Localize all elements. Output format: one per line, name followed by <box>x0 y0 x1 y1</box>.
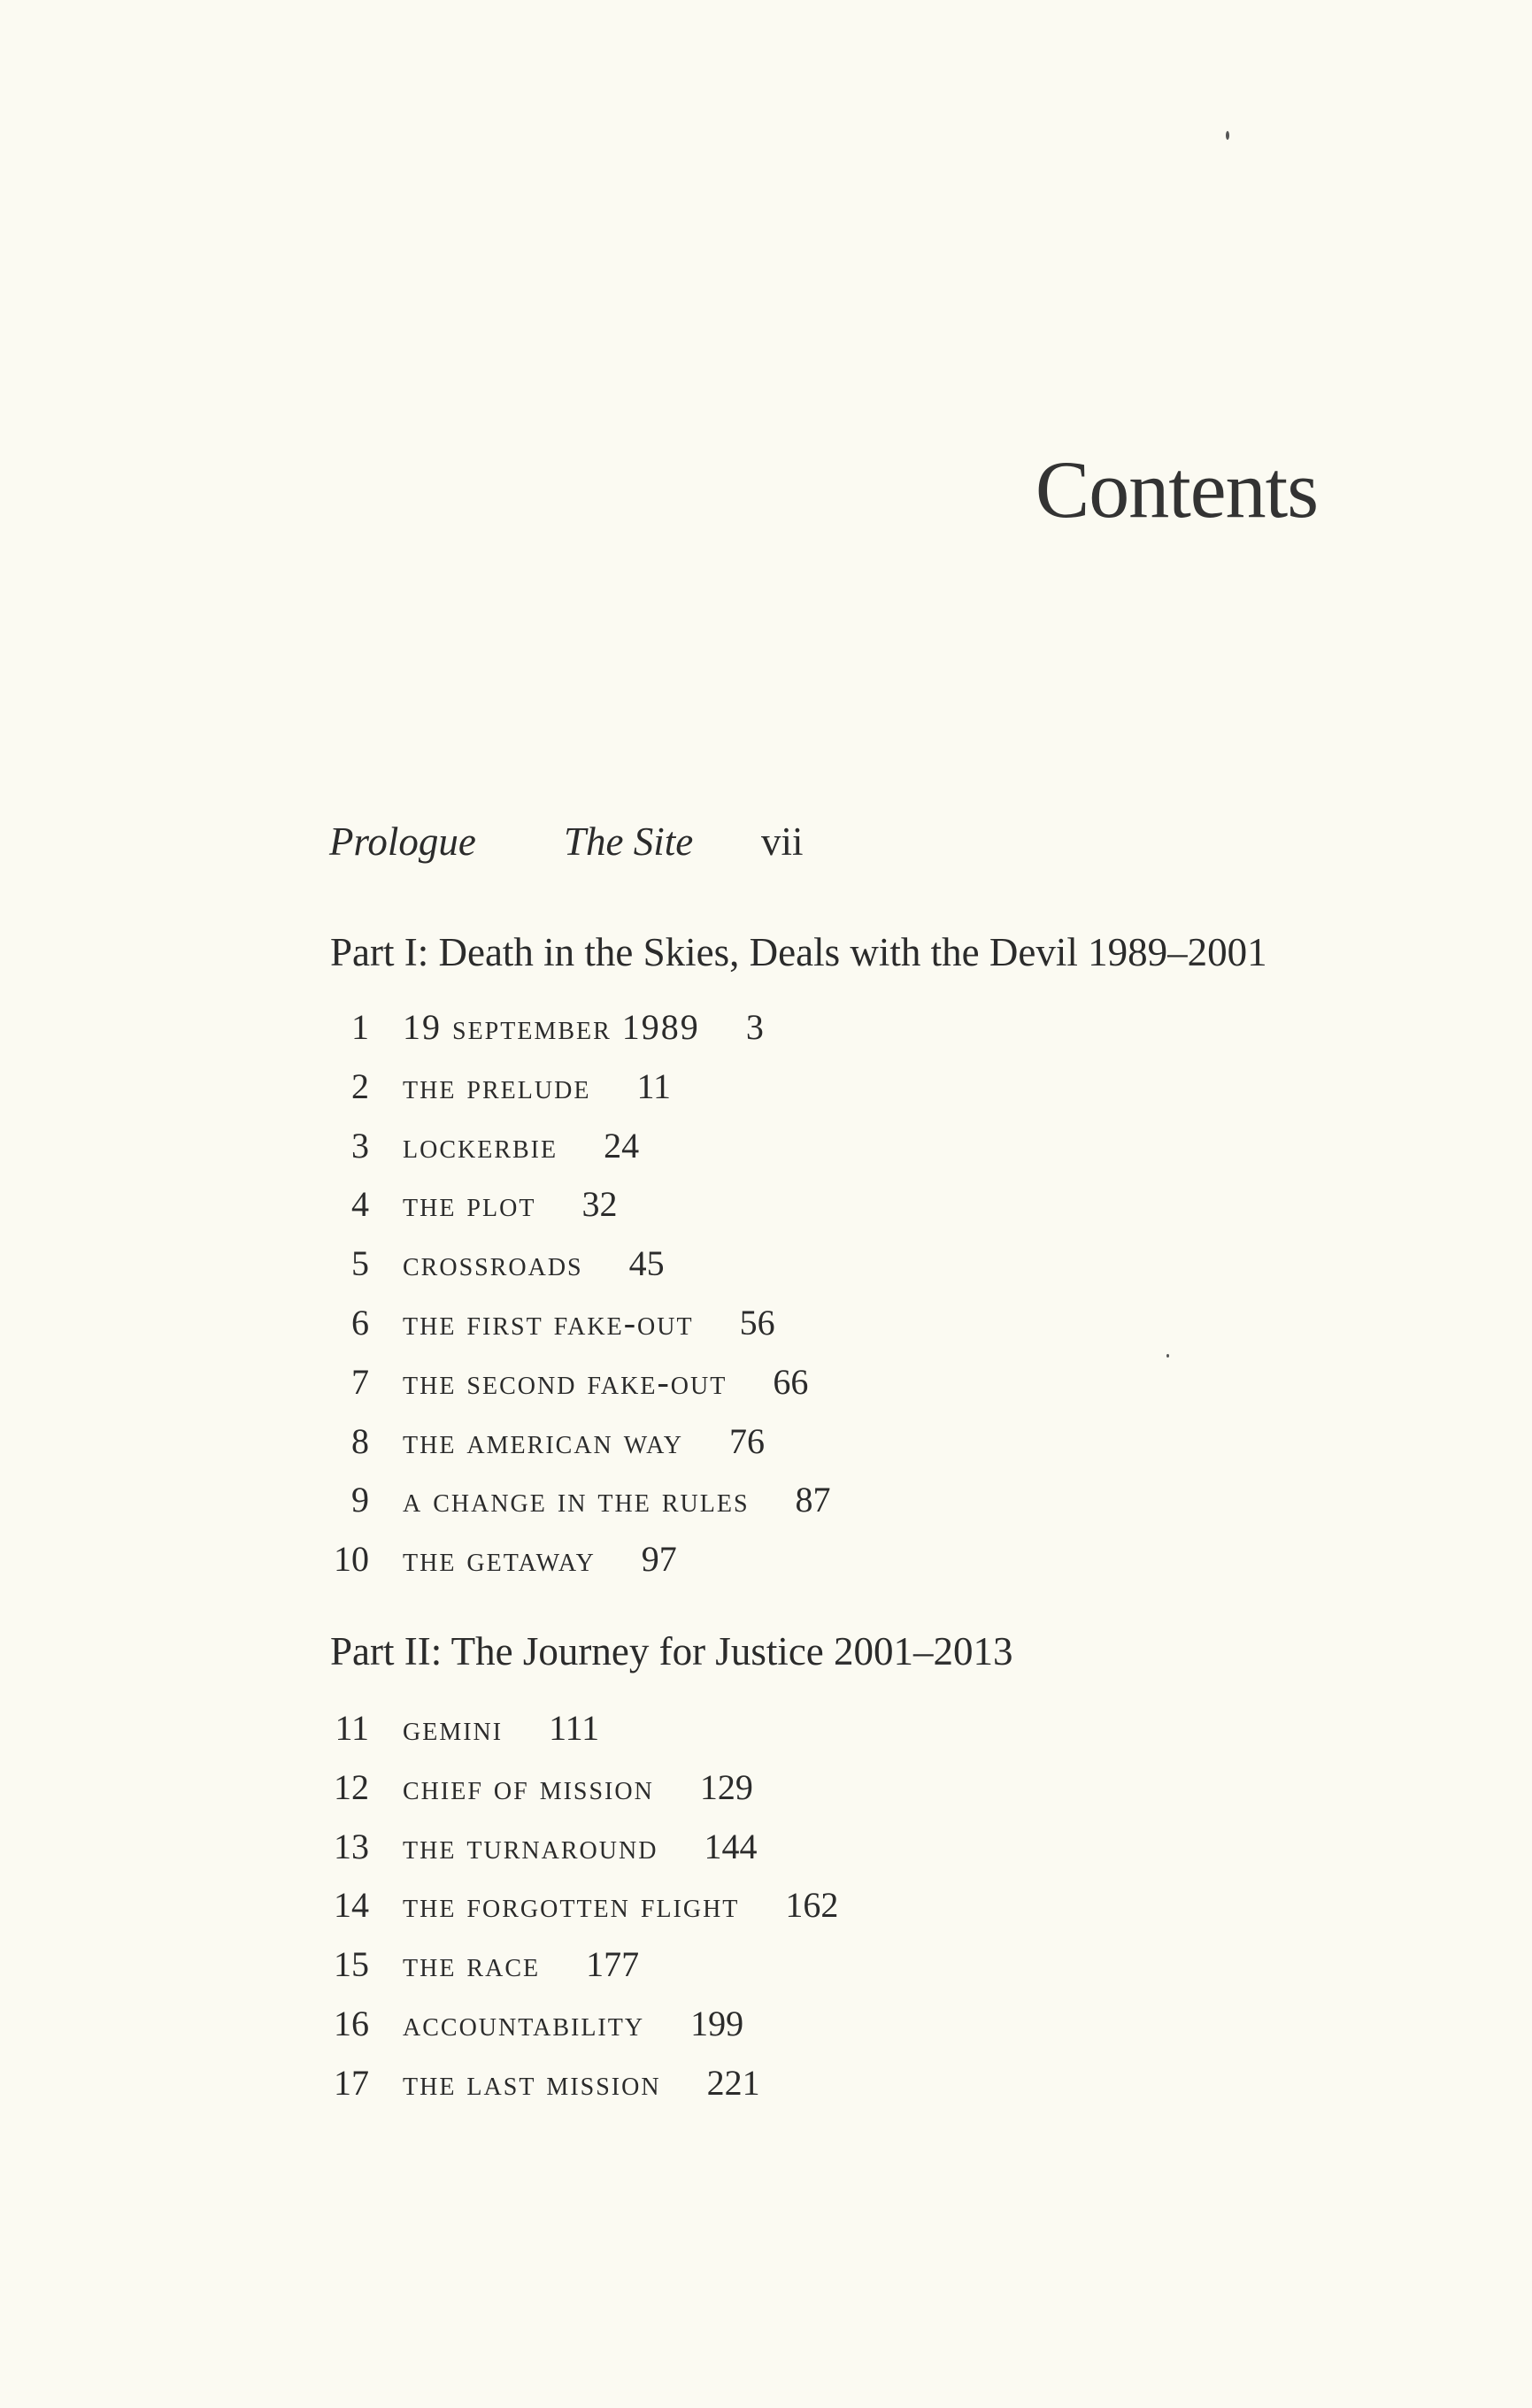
chapter-number: 17 <box>334 2062 369 2103</box>
chapter-page: 32 <box>581 1184 618 1225</box>
chapter-number: 3 <box>351 1125 369 1166</box>
chapter-number: 2 <box>351 1066 369 1106</box>
chapter-entry <box>329 1471 831 1530</box>
part-2-heading: Part II: The Journey for Justice 2001–2013 <box>330 1629 1013 1673</box>
chapter-number: 8 <box>351 1420 369 1461</box>
chapter-page: 199 <box>690 2003 744 2043</box>
chapter-entry <box>329 1818 838 1877</box>
chapter-number: 14 <box>334 1885 369 1926</box>
chapter-page: 111 <box>549 1708 600 1748</box>
chapter-entry <box>329 1294 831 1353</box>
chapter-page: 76 <box>728 1420 765 1461</box>
page-title: Contents <box>1035 444 1318 535</box>
chapter-entry <box>329 1353 831 1412</box>
chapter-title: 19 september 1989 <box>403 1007 700 1047</box>
chapter-title: accountability <box>403 2003 645 2043</box>
chapter-title: the turnaround <box>403 1826 658 1866</box>
chapter-number: 9 <box>351 1480 369 1520</box>
chapter-number: 12 <box>334 1766 369 1807</box>
chapter-number: 5 <box>351 1243 369 1284</box>
part-1-chapter-list <box>329 998 831 1589</box>
chapter-entry <box>329 1058 831 1117</box>
chapter-entry <box>329 1699 838 1758</box>
chapter-page: 129 <box>699 1766 753 1807</box>
chapter-number: 4 <box>351 1184 369 1225</box>
chapter-page: 87 <box>795 1480 831 1520</box>
chapter-number: 11 <box>335 1708 369 1748</box>
chapter-entry <box>329 1530 831 1589</box>
chapter-page: 66 <box>773 1361 809 1402</box>
prologue-label: Prologue <box>329 819 476 864</box>
chapter-page: 56 <box>739 1302 775 1342</box>
chapter-entry <box>329 1758 838 1818</box>
chapter-title: the forgotten flight <box>403 1885 740 1926</box>
chapter-title: gemini <box>403 1708 504 1748</box>
chapter-entry <box>329 1935 838 1995</box>
scan-speck <box>1226 131 1229 140</box>
chapter-page: 177 <box>586 1944 640 1985</box>
chapter-number: 15 <box>334 1944 369 1985</box>
prologue-title: The Site <box>564 819 694 864</box>
chapter-entry <box>329 1412 831 1472</box>
chapter-entry <box>329 1117 831 1176</box>
chapter-entry <box>329 1995 838 2054</box>
chapter-title: chief of mission <box>403 1766 654 1807</box>
chapter-page: 3 <box>745 1007 764 1047</box>
chapter-title: the second fake-out <box>403 1361 728 1402</box>
part-1-heading: Part I: Death in the Skies, Deals with the Devil 1989–2001 <box>330 930 1267 974</box>
chapter-page: 162 <box>785 1885 839 1926</box>
chapter-title: the race <box>403 1944 541 1985</box>
prologue-page: vii <box>761 819 804 864</box>
chapter-title: the last mission <box>403 2062 661 2103</box>
chapter-title: a change in the rules <box>403 1480 750 1520</box>
chapter-entry <box>329 1876 838 1935</box>
chapter-number: 1 <box>351 1007 369 1047</box>
chapter-entry <box>329 2054 838 2113</box>
chapter-title: lockerbie <box>403 1125 558 1166</box>
chapter-page: 221 <box>706 2062 760 2103</box>
chapter-page: 97 <box>641 1539 677 1580</box>
chapter-entry <box>329 1175 831 1235</box>
chapter-page: 144 <box>704 1826 758 1866</box>
part-2-chapter-list <box>329 1699 838 2113</box>
chapter-number: 7 <box>351 1361 369 1402</box>
chapter-number: 13 <box>334 1826 369 1866</box>
chapter-title: the american way <box>403 1420 683 1461</box>
chapter-page: 11 <box>636 1066 671 1106</box>
chapter-number: 16 <box>334 2003 369 2043</box>
scan-speck <box>1166 1354 1169 1358</box>
chapter-entry <box>329 1235 831 1294</box>
chapter-title: the prelude <box>403 1066 591 1106</box>
chapter-page: 24 <box>604 1125 640 1166</box>
chapter-number: 10 <box>334 1539 369 1580</box>
chapter-title: the plot <box>403 1184 536 1225</box>
chapter-entry <box>329 998 831 1058</box>
chapter-number: 6 <box>351 1302 369 1342</box>
chapter-page: 45 <box>628 1243 665 1284</box>
chapter-title: the first fake-out <box>403 1302 694 1342</box>
chapter-title: crossroads <box>403 1243 583 1284</box>
chapter-title: the getaway <box>403 1539 596 1580</box>
